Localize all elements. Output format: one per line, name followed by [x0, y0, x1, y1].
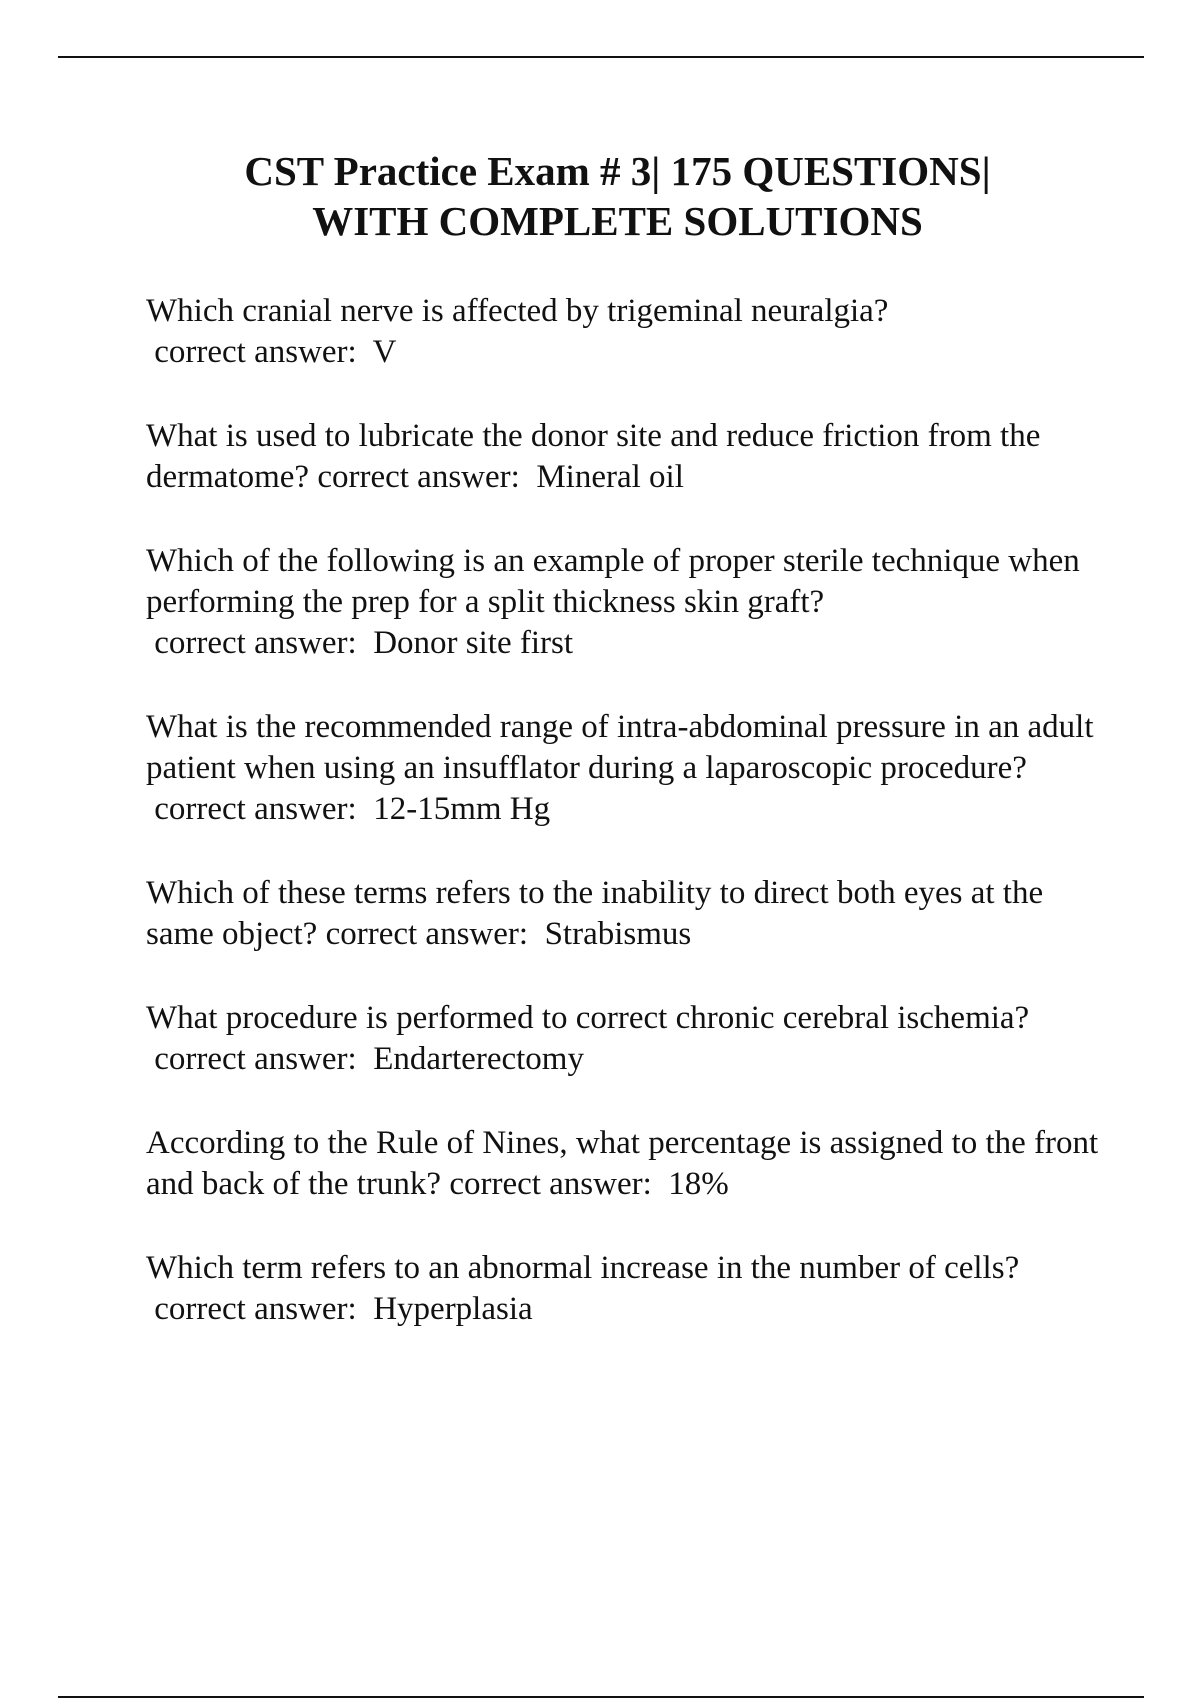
answer-label: correct answer: [146, 334, 373, 370]
answer-text: Endarterectomy [373, 1041, 584, 1077]
title-line-2: WITH COMPLETE SOLUTIONS [312, 198, 923, 244]
answer-label: correct answer: [146, 625, 374, 661]
question-item-1 [146, 291, 1106, 373]
answer-label: correct answer: [441, 1166, 669, 1202]
answer-label: correct answer: [146, 1291, 374, 1327]
question-item-2 [146, 416, 1106, 498]
question-item-8 [146, 1248, 1106, 1330]
answer-text: V [372, 334, 397, 370]
title-line-1: CST Practice Exam # 3| 175 QUESTIONS| [244, 148, 991, 194]
bottom-divider [58, 1696, 1144, 1698]
question-item-6 [146, 998, 1106, 1080]
answer-text: Hyperplasia [373, 1291, 533, 1327]
answer-text: Strabismus [544, 916, 692, 952]
question-item-5 [146, 873, 1106, 955]
question-text: What is the recommended range of intra-abdominal pressure in an adult patient when using an insufflator during a laparoscopic procedure? [146, 709, 1094, 786]
answer-text: Donor site first [373, 625, 574, 661]
answer-label: correct answer: [317, 916, 545, 952]
question-item-7 [146, 1123, 1106, 1205]
answer-label: correct answer: [146, 791, 374, 827]
question-text: What procedure is performed to correct chronic cerebral ischemia? [146, 1000, 1030, 1036]
question-item-3 [146, 541, 1106, 664]
question-list [146, 291, 1106, 1373]
question-text: Which of the following is an example of proper sterile technique when performing the prep for a split thickness skin graft? [146, 543, 1080, 620]
answer-text: 18% [668, 1166, 729, 1202]
question-item-4 [146, 707, 1106, 830]
question-text: Which of these terms refers to the inability to direct both eyes at the same object? [146, 875, 1044, 952]
question-text: According to the Rule of Nines, what percentage is assigned to the front and back of the trunk? [146, 1125, 1099, 1202]
answer-label: correct answer: [146, 1041, 374, 1077]
top-divider [58, 56, 1144, 58]
document-title [0, 146, 1200, 246]
answer-label: correct answer: [309, 459, 537, 495]
answer-text: Mineral oil [536, 459, 684, 495]
answer-text: 12-15mm Hg [373, 791, 551, 827]
question-text: Which term refers to an abnormal increase in the number of cells? [146, 1250, 1020, 1286]
question-text: Which cranial nerve is affected by trigeminal neuralgia? [146, 293, 889, 329]
question-text: What is used to lubricate the donor site and reduce friction from the dermatome? [146, 418, 1041, 495]
